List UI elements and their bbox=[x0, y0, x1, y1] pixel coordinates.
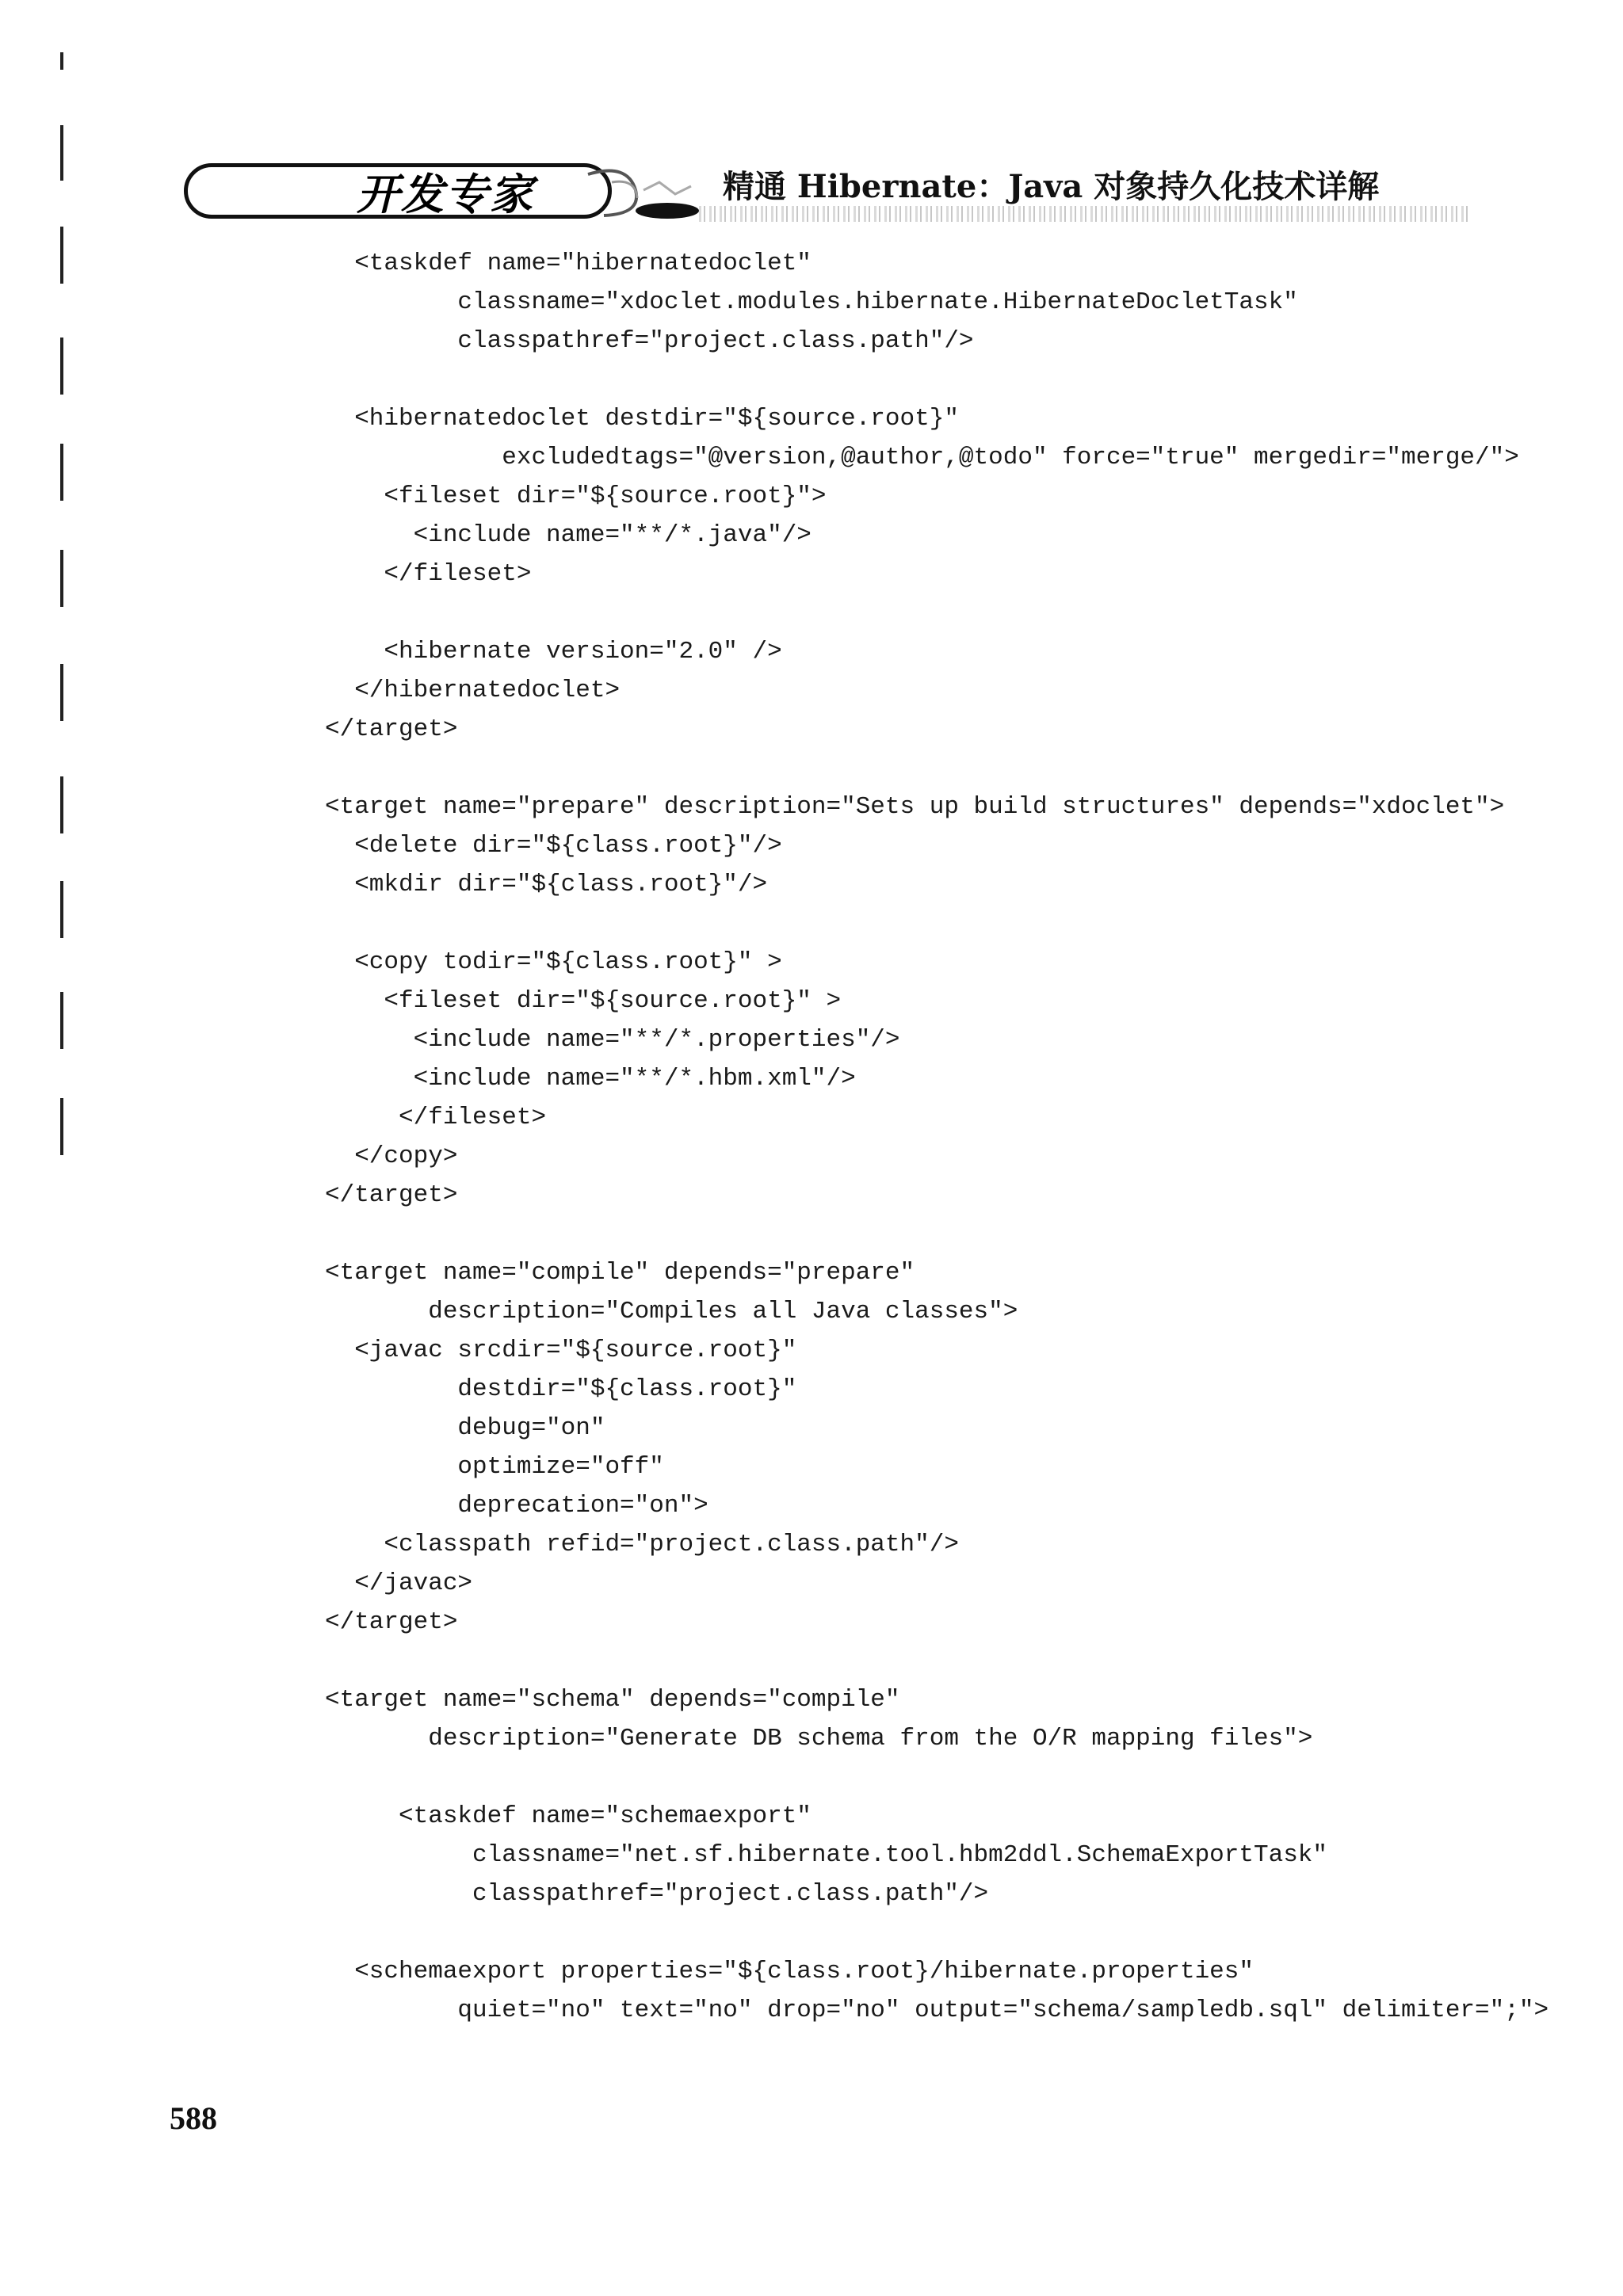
code-line: </copy> bbox=[325, 1142, 458, 1170]
series-badge bbox=[184, 163, 612, 219]
code-line: <taskdef name="hibernatedoclet" bbox=[325, 250, 812, 277]
code-line: <copy todir="${class.root}" > bbox=[325, 948, 782, 976]
margin-mark bbox=[60, 1098, 63, 1155]
code-line: deprecation="on"> bbox=[325, 1492, 708, 1520]
code-line: </target> bbox=[325, 715, 458, 743]
code-line: </hibernatedoclet> bbox=[325, 677, 621, 704]
code-line: <include name="**/*.hbm.xml"/> bbox=[325, 1065, 856, 1093]
code-line: <javac srcdir="${source.root}" bbox=[325, 1337, 797, 1364]
margin-mark bbox=[60, 992, 63, 1049]
code-line: <hibernate version="2.0" /> bbox=[325, 638, 782, 666]
margin-mark bbox=[60, 881, 63, 938]
code-line: <target name="compile" depends="prepare" bbox=[325, 1259, 915, 1287]
margin-mark bbox=[60, 125, 63, 181]
code-line: <classpath refid="project.class.path"/> bbox=[325, 1531, 959, 1558]
code-line: classname="net.sf.hibernate.tool.hbm2ddl.SchemaExportTask" bbox=[325, 1841, 1328, 1869]
margin-mark bbox=[60, 338, 63, 395]
margin-mark bbox=[60, 776, 63, 833]
code-line: classpathref="project.class.path"/> bbox=[325, 327, 974, 355]
margin-mark bbox=[60, 664, 63, 721]
code-line: debug="on" bbox=[325, 1414, 605, 1442]
code-line: <delete dir="${class.root}"/> bbox=[325, 832, 782, 860]
code-line: <taskdef name="schemaexport" bbox=[325, 1802, 812, 1830]
code-line: <fileset dir="${source.root}"> bbox=[325, 482, 827, 510]
margin-mark bbox=[60, 227, 63, 284]
code-line: description="Generate DB schema from the O/R mapping files"> bbox=[325, 1725, 1313, 1753]
decorative-swirl-icon bbox=[580, 158, 699, 227]
code-line: optimize="off" bbox=[325, 1453, 664, 1481]
margin-mark bbox=[60, 52, 63, 70]
code-line: </javac> bbox=[325, 1569, 473, 1597]
code-line: </target> bbox=[325, 1181, 458, 1209]
code-line: </fileset> bbox=[325, 1104, 547, 1131]
code-line: excludedtags="@version,@author,@todo" force="true" mergedir="merge/"> bbox=[325, 444, 1519, 471]
code-line: classpathref="project.class.path"/> bbox=[325, 1880, 989, 1908]
code-listing bbox=[325, 244, 1549, 2030]
code-line: classname="xdoclet.modules.hibernate.HibernateDocletTask" bbox=[325, 288, 1298, 316]
code-line: <fileset dir="${source.root}" > bbox=[325, 987, 842, 1015]
margin-mark bbox=[60, 444, 63, 501]
code-line: <mkdir dir="${class.root}"/> bbox=[325, 871, 768, 898]
book-title: 精通 Hibernate：Java 对象持久化技术详解 bbox=[723, 168, 1380, 205]
code-line: destdir="${class.root}" bbox=[325, 1375, 797, 1403]
code-line: </target> bbox=[325, 1608, 458, 1636]
page-number: 588 bbox=[170, 2100, 217, 2136]
margin-mark bbox=[60, 550, 63, 607]
code-line: description="Compiles all Java classes"> bbox=[325, 1298, 1018, 1325]
running-header bbox=[184, 158, 1380, 231]
code-line: quiet="no" text="no" drop="no" output="schema/sampledb.sql" delimiter=";"> bbox=[325, 1997, 1549, 2024]
header-decoration bbox=[699, 206, 1468, 222]
code-line: <schemaexport properties="${class.root}/hibernate.properties" bbox=[325, 1958, 1254, 1985]
code-line: <target name="prepare" description="Sets up build structures" depends="xdoclet"> bbox=[325, 793, 1505, 821]
code-line: <hibernatedoclet destdir="${source.root}" bbox=[325, 405, 959, 433]
code-line: </fileset> bbox=[325, 560, 532, 588]
series-badge-label: 开发专家 bbox=[357, 169, 534, 219]
code-line: <target name="schema" depends="compile" bbox=[325, 1686, 900, 1714]
code-line: <include name="**/*.properties"/> bbox=[325, 1026, 900, 1054]
code-line: <include name="**/*.java"/> bbox=[325, 521, 812, 549]
